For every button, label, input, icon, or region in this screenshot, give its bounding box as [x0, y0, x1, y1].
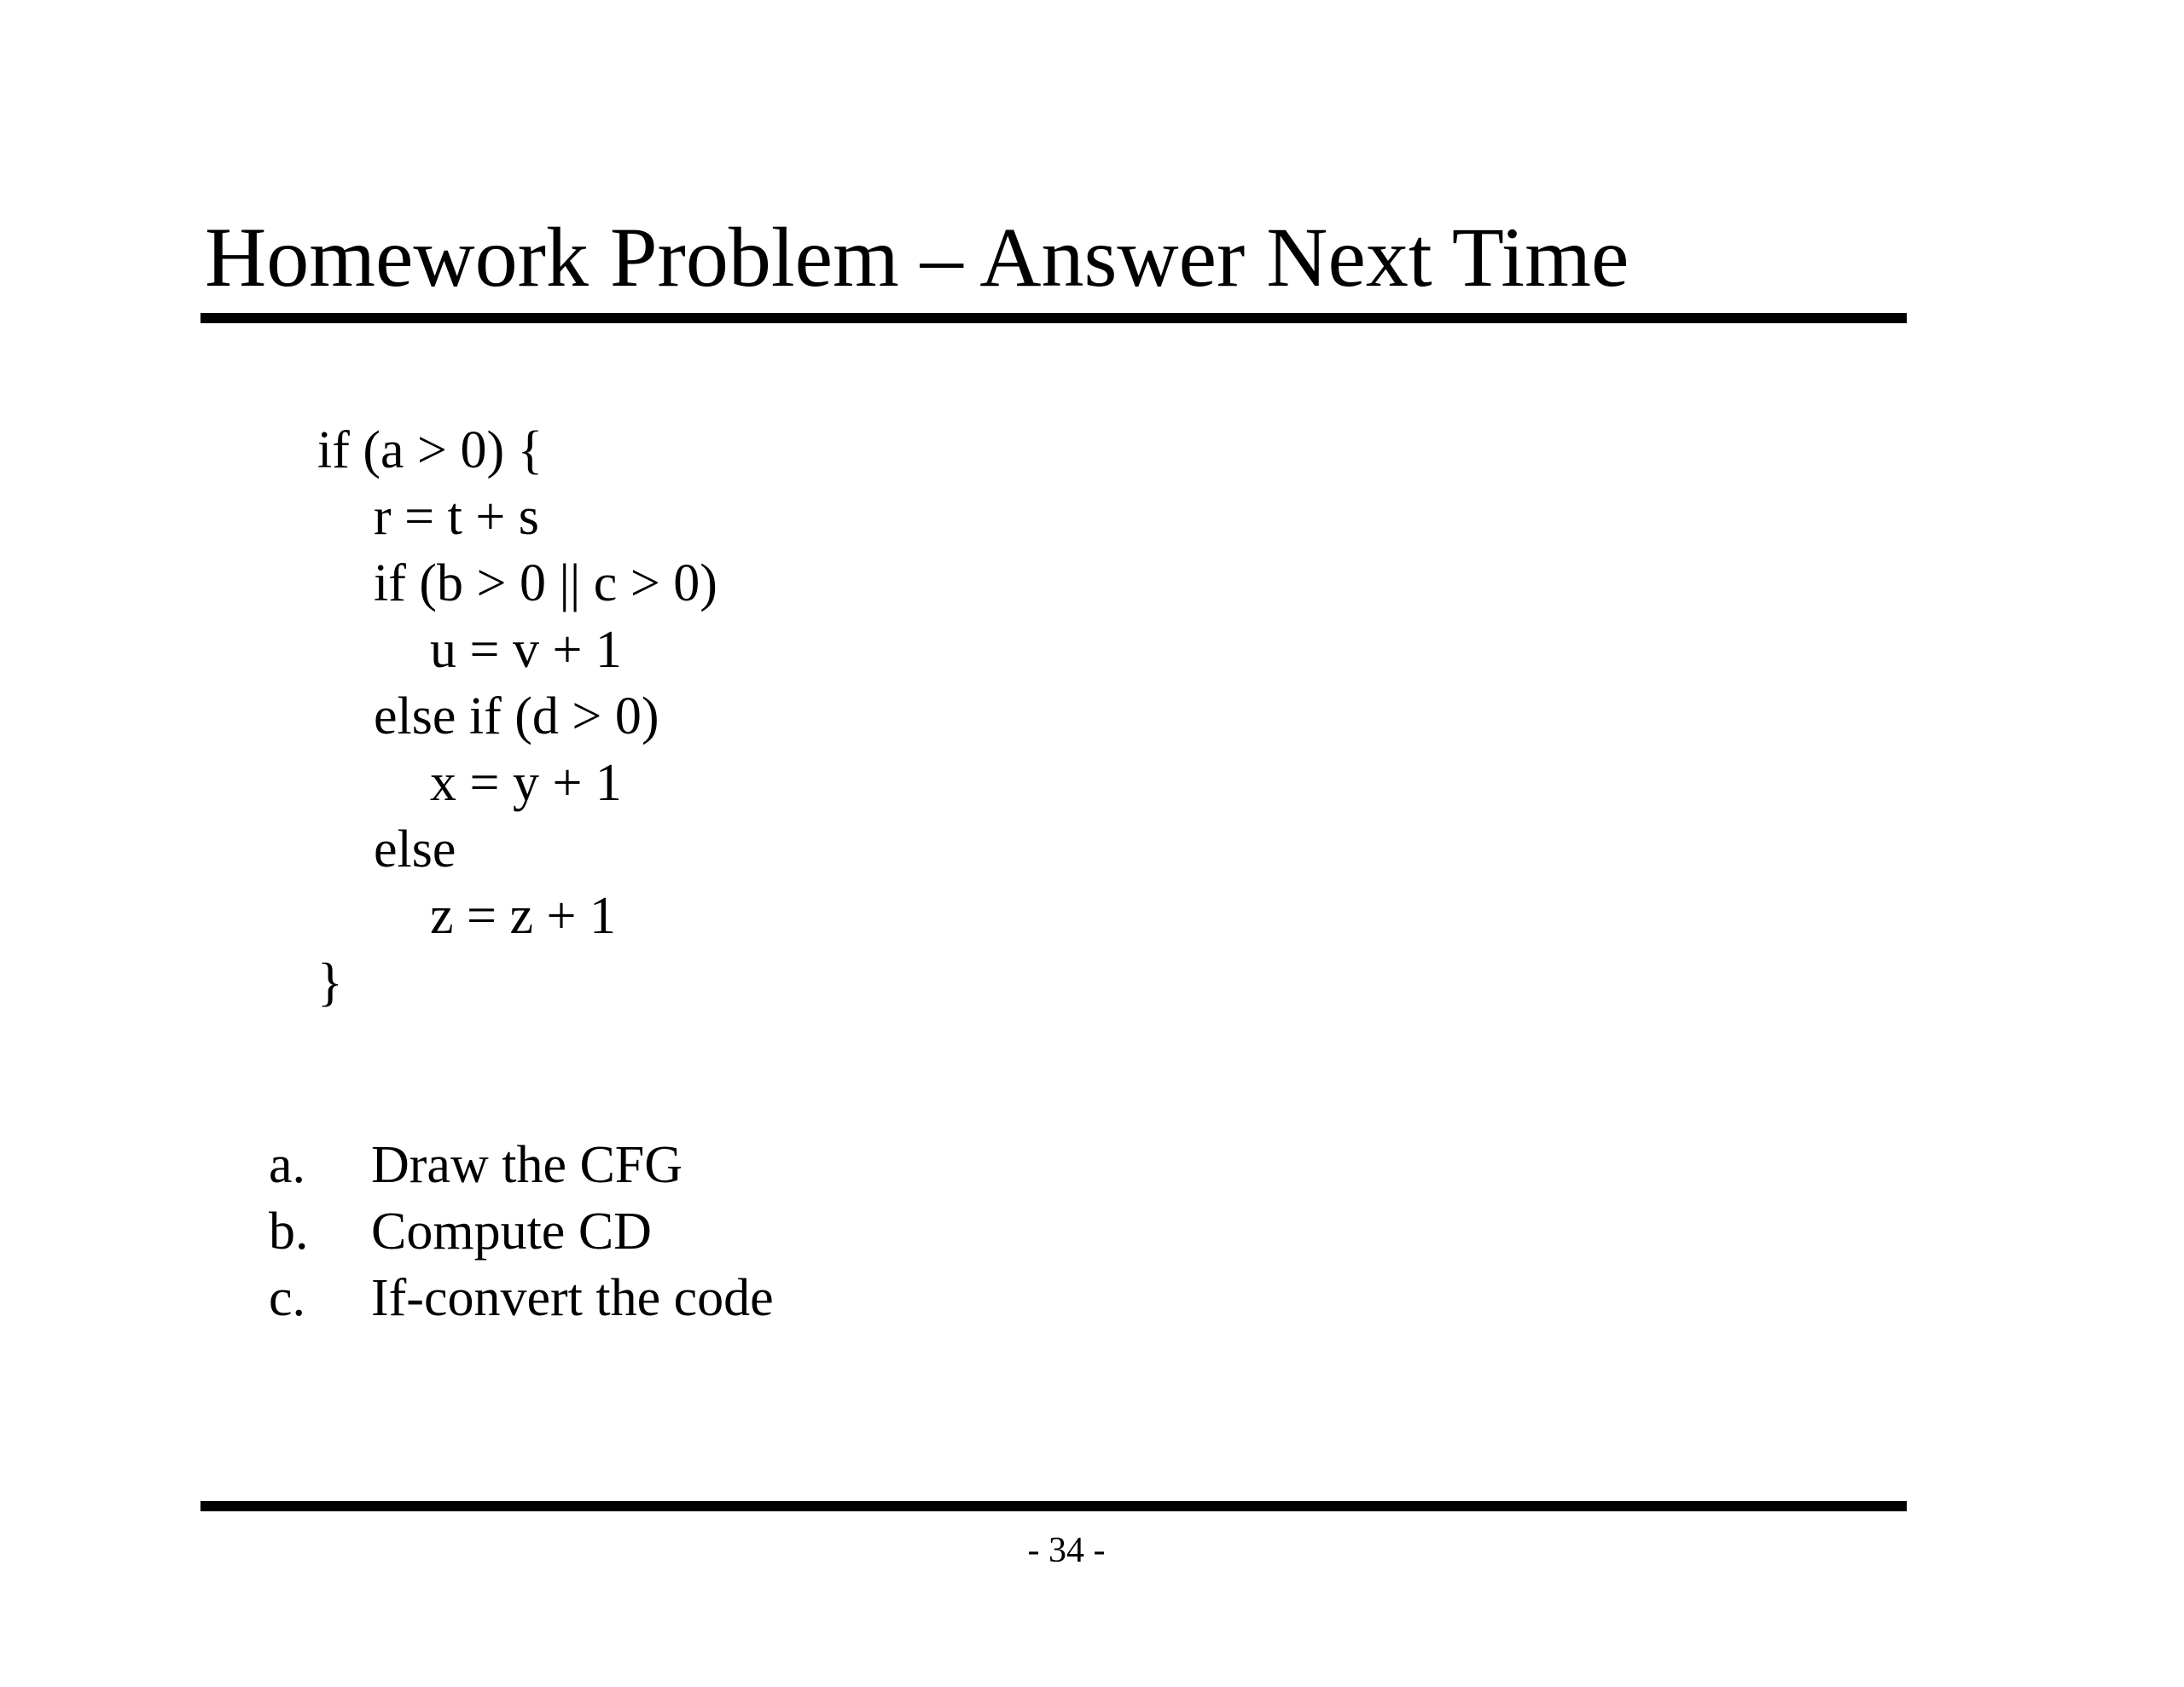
footer-divider: [200, 1501, 1907, 1511]
page-number: - 34 -: [1027, 1531, 1106, 1570]
task-marker: c.: [269, 1269, 306, 1327]
slide-title: Homework Problem – Answer Next Time: [205, 210, 1629, 304]
code-line: }: [317, 954, 343, 1012]
task-text: If-convert the code: [371, 1269, 774, 1327]
code-line: if (b > 0 || c > 0): [374, 554, 717, 612]
code-line: if (a > 0) {: [317, 421, 543, 479]
task-marker: b.: [269, 1203, 309, 1261]
code-line: x = y + 1: [430, 754, 622, 812]
task-marker: a.: [269, 1136, 306, 1194]
code-line: z = z + 1: [430, 887, 616, 945]
code-line: r = t + s: [374, 488, 539, 546]
code-line: u = v + 1: [430, 621, 622, 679]
task-text: Draw the CFG: [371, 1136, 683, 1194]
title-divider: [200, 313, 1907, 323]
task-text: Compute CD: [371, 1203, 652, 1261]
code-line: else if (d > 0): [374, 687, 659, 745]
code-line: else: [374, 820, 456, 878]
